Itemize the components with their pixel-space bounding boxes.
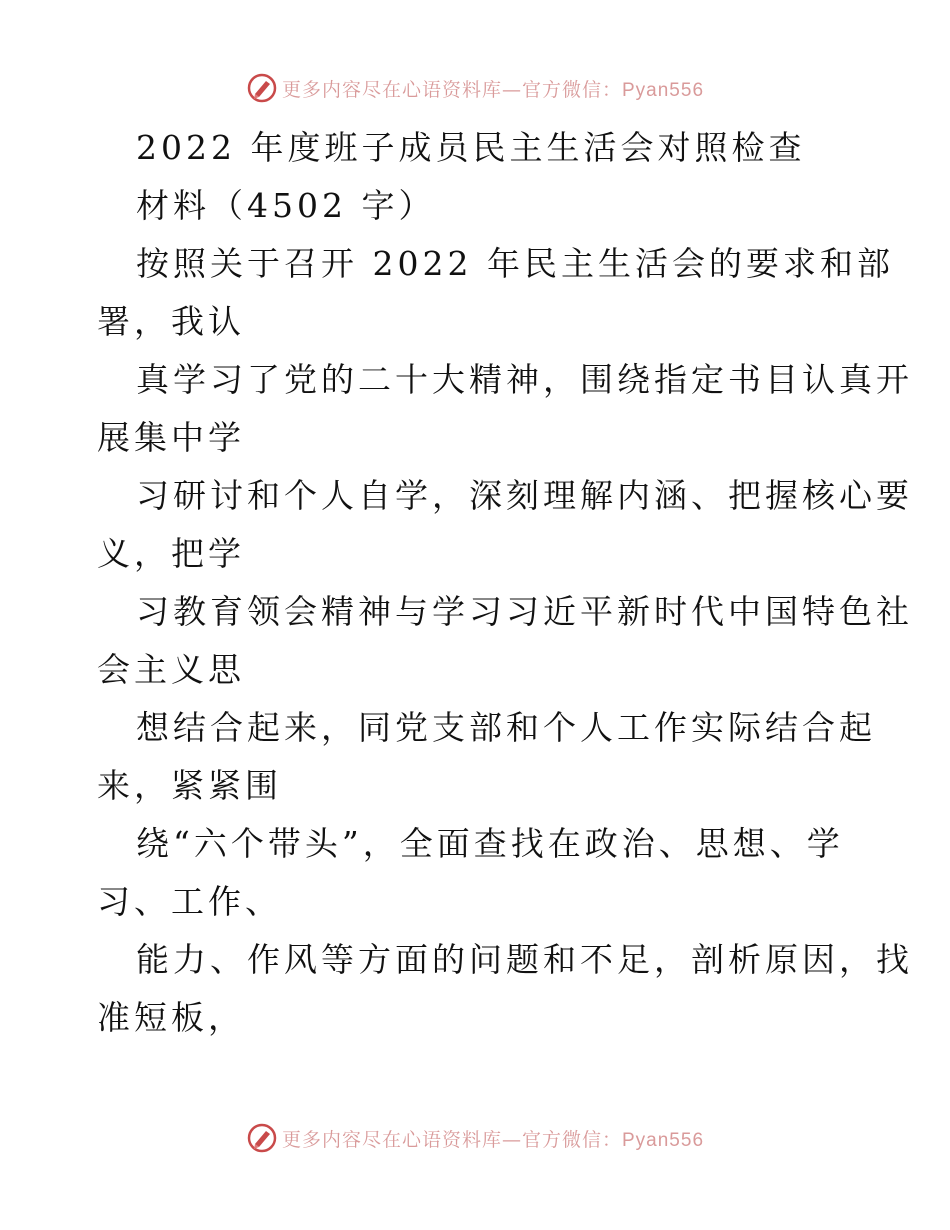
watermark-text: 更多内容尽在心语资料库—官方微信：Pyan556 — [281, 1128, 705, 1151]
paragraph-line: 习、工作、 — [97, 882, 282, 921]
paragraph-line: 绕“六个带头”，全面查找在政治、思想、学 — [136, 824, 844, 863]
paragraph-line: 真学习了党的二十大精神，围绕指定书目认真开 — [136, 360, 913, 399]
paragraph-line: 能力、作风等方面的问题和不足，剖析原因，找 — [136, 940, 913, 979]
paragraph-line: 准短板， — [97, 998, 245, 1037]
paragraph-line: 署，我认 — [97, 302, 245, 341]
doc-title-line-2: 材料（4502 字） — [136, 186, 436, 225]
paragraph-line: 按照关于召开 2022 年民主生活会的要求和部 — [136, 244, 894, 283]
doc-title-line-1: 2022 年度班子成员民主生活会对照检查 — [136, 128, 806, 167]
paragraph-line: 习研讨和个人自学，深刻理解内涵、把握核心要 — [136, 476, 913, 515]
watermark-text: 更多内容尽在心语资料库—官方微信：Pyan556 — [281, 78, 705, 101]
paragraph-line: 想结合起来，同党支部和个人工作实际结合起 — [136, 708, 876, 747]
pen-logo-icon — [246, 72, 278, 104]
footer-watermark — [0, 1122, 950, 1154]
paragraph-line: 来，紧紧围 — [97, 766, 282, 805]
header-watermark — [0, 72, 950, 104]
paragraph-line: 展集中学 — [97, 418, 245, 457]
pen-logo-icon — [246, 1122, 278, 1154]
paragraph-line: 会主义思 — [97, 650, 245, 689]
paragraph-line: 习教育领会精神与学习习近平新时代中国特色社 — [136, 592, 913, 631]
paragraph-line: 义，把学 — [97, 534, 245, 573]
